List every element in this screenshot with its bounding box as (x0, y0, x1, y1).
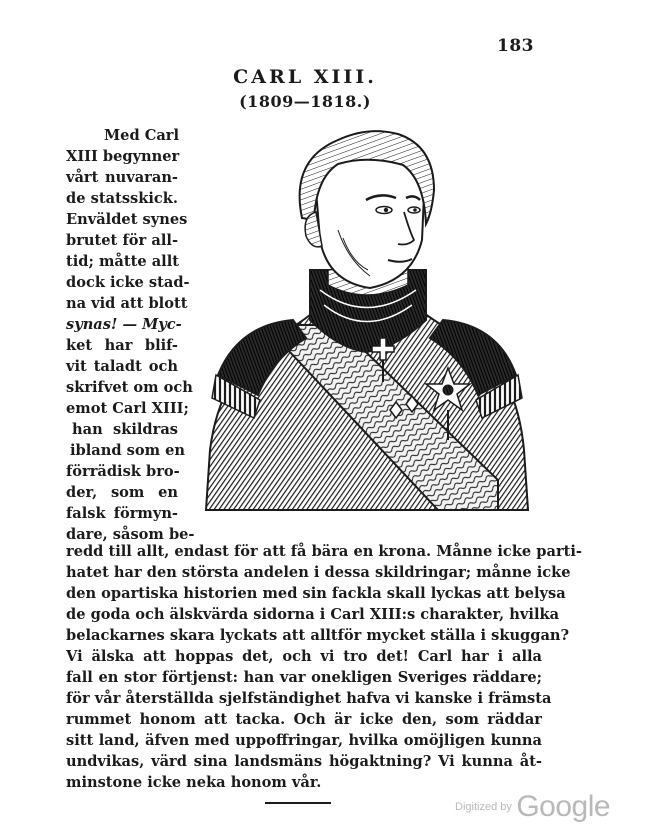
side-text-line: vit taladt och (66, 358, 178, 375)
body-text-line: den opartiska historien med sin fackla skall lyckas att belysa (66, 585, 566, 602)
side-text-line: vårt nuvaran- (66, 169, 178, 186)
portrait-engraving-icon (198, 120, 534, 515)
side-text-line: ket har blif- (66, 337, 178, 354)
body-text-line: undvikas, värd sina landsmäns högaktning? Vi kunna åt- (66, 753, 542, 770)
body-text-line: hatet har den största andelen i dessa skildringar; månne icke (66, 564, 571, 581)
side-text-line: ibland som en (70, 442, 186, 459)
side-text-line: tid; måtte allt (66, 253, 179, 270)
body-text-line: Vi älska att hoppas det, och vi tro det! Carl har i alla (66, 648, 542, 665)
side-text-line: förrädisk bro- (66, 463, 180, 480)
side-text-line: synas! — Myc- (66, 316, 182, 333)
body-text-line: fall en stor förtjenst: han var onekligen Sveriges räddare; (66, 669, 542, 686)
side-text-line: Enväldet synes (66, 211, 188, 228)
side-text-line: dare, såsom be- (66, 526, 195, 543)
page-number: 183 (497, 36, 534, 56)
side-text-line: de statsskick. (66, 190, 178, 207)
side-text-line: falsk förmyn- (66, 505, 178, 522)
body-text-line: redd till allt, endast för att få bära en krona. Månne icke parti- (66, 543, 582, 560)
body-text-line: belackarnes skara lyckats att alltför mycket ställa i skuggan? (66, 627, 570, 644)
page-title: CARL XIII. (233, 66, 377, 88)
body-text-line: sitt land, äfven med uppoffringar, hvilka omöjligen kunna (66, 732, 542, 749)
body-text-line: minstone icke neka honom vår. (66, 774, 322, 791)
side-text-line: der, som en (66, 484, 178, 501)
side-text-line: XIII begynner (66, 148, 180, 165)
body-text-line: rummet honom att tacka. Och är icke den, som räddar (66, 711, 542, 728)
side-text-line: han skildras (72, 421, 178, 438)
watermark-prefix: Digitized by (455, 801, 512, 813)
side-text-line: skrifvet om och (66, 379, 193, 396)
side-text-line: brutet för all- (66, 232, 178, 249)
side-text-line: dock icke stad- (66, 274, 190, 291)
reign-years: (1809—1818.) (239, 92, 371, 111)
digitized-watermark (455, 790, 610, 824)
side-text-line: emot Carl XIII; (66, 400, 189, 417)
side-text-line: na vid att blott (66, 295, 188, 312)
watermark-brand: Google (516, 790, 611, 823)
body-text-line: de goda och älskvärda sidorna i Carl XIII:s charakter, hvilka (66, 606, 560, 623)
side-text-line: Med Carl (104, 127, 180, 144)
end-rule (265, 802, 331, 804)
body-text-line: för vår återställda sjelfständighet hafva vi kanske i främsta (66, 690, 552, 707)
